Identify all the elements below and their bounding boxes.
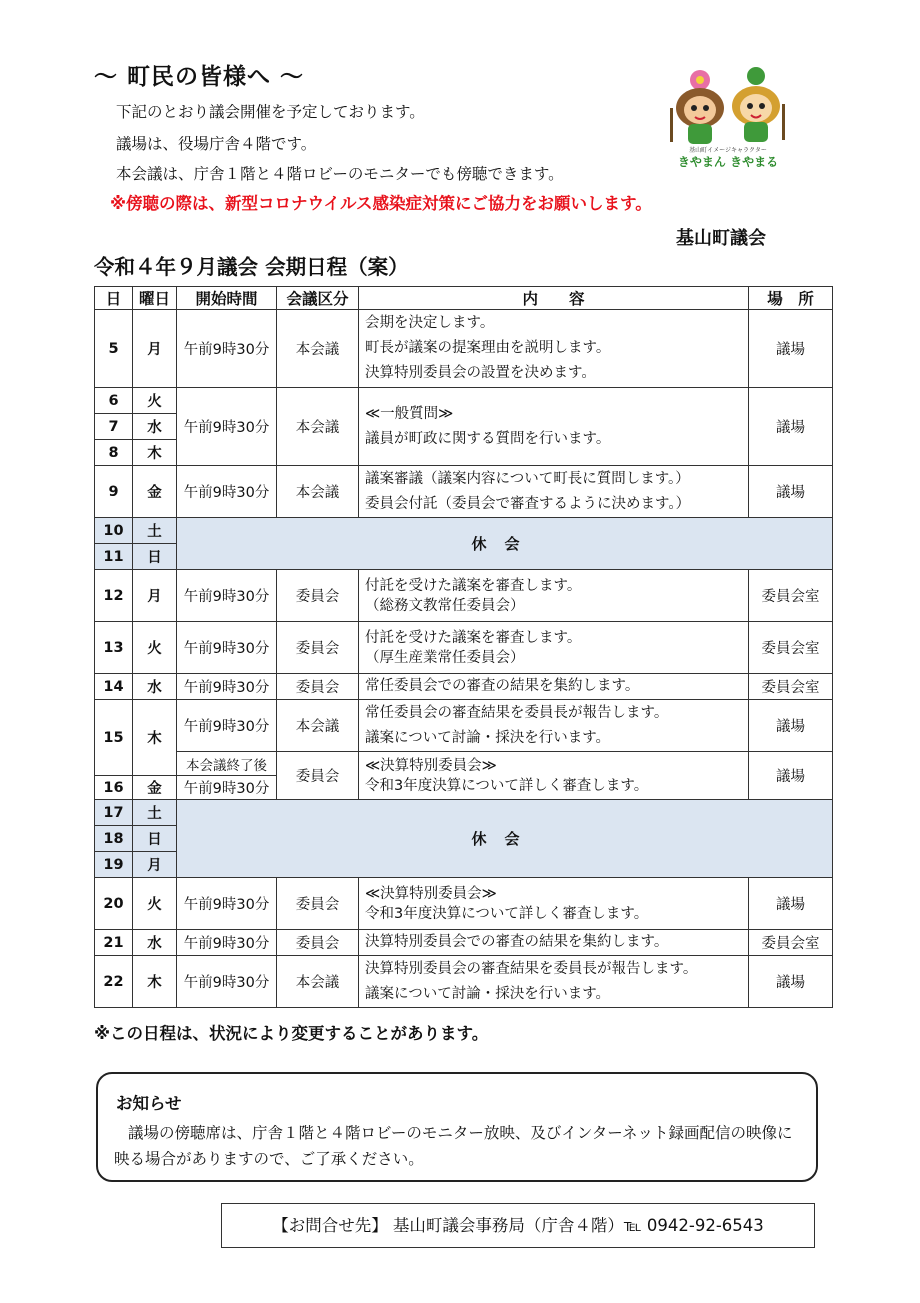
table-row: [95, 956, 833, 1008]
content-line: 付託を受けた議案を審査します。: [365, 629, 582, 646]
type-cell: 委員会: [277, 930, 359, 956]
content-line: ≪一般質問≫: [365, 405, 454, 422]
weekday-cell: 水: [133, 414, 177, 440]
day-cell: 7: [95, 414, 133, 440]
content-cell: [359, 388, 749, 466]
content-cell: [359, 674, 749, 700]
weekday-cell: 火: [133, 388, 177, 414]
type-cell: 本会議: [277, 466, 359, 518]
type-cell: 本会議: [277, 956, 359, 1008]
content-line: 議案について討論・採決を行います。: [365, 985, 611, 1002]
content-cell: [359, 570, 749, 622]
place-cell: 委員会室: [749, 570, 833, 622]
content-line: 町長が議案の提案理由を説明します。: [365, 340, 611, 356]
content-line: 常任委員会の審査結果を委員長が報告します。: [365, 704, 669, 721]
type-cell: 本会議: [277, 310, 359, 388]
place-cell: 委員会室: [749, 622, 833, 674]
day-cell: 20: [95, 878, 133, 930]
content-line: 会期を決定します。: [365, 315, 495, 331]
content-line: 議員が町政に関する質問を行います。: [365, 430, 611, 447]
day-cell: 21: [95, 930, 133, 956]
time-cell: 午前9時30分: [177, 956, 277, 1008]
table-row: [95, 878, 833, 930]
weekday-cell: 土: [133, 518, 177, 544]
covid-notice: ※傍聴の際は、新型コロナウイルス感染症対策にご協力をお願いします。: [110, 194, 652, 213]
content-cell: [359, 878, 749, 930]
weekday-cell: 水: [133, 674, 177, 700]
col-place: 場 所: [749, 287, 833, 310]
weekday-cell: 木: [133, 440, 177, 466]
content-line: 委員会付託（委員会で審査するように決めます。）: [365, 495, 691, 512]
mascot-illustration: [662, 58, 794, 170]
notice-box: [96, 1072, 818, 1182]
day-cell: 6: [95, 388, 133, 414]
place-cell: 委員会室: [749, 674, 833, 700]
table-row: [95, 674, 833, 700]
weekday-cell: 水: [133, 930, 177, 956]
recess-cell: 休会: [177, 518, 833, 570]
contact-info: 【お問合せ先】 基山町議会事務局（庁舎４階）℡ 0942-92-6543: [221, 1203, 815, 1248]
type-cell: 委員会: [277, 570, 359, 622]
organization-name: 基山町議会: [676, 228, 766, 249]
schedule-footnote: ※この日程は、状況により変更することがあります。: [94, 1024, 489, 1043]
page-title: ～ 町民の皆様へ ～: [94, 64, 305, 90]
content-line: 決算特別委員会の設置を決めます。: [365, 365, 596, 381]
col-start-time: 開始時間: [177, 287, 277, 310]
day-cell: 9: [95, 466, 133, 518]
content-cell: [359, 310, 749, 388]
table-row: [95, 466, 833, 518]
content-line: 常任委員会での審査の結果を集約します。: [365, 678, 640, 694]
type-cell: 本会議: [277, 700, 359, 752]
day-cell: 12: [95, 570, 133, 622]
col-session-type: 会議区分: [277, 287, 359, 310]
notice-body: 議場の傍聴席は、庁舎１階と４階ロビーのモニター放映、及びインターネット録画配信の映像に映る場合がありますので、ご了承ください。: [114, 1124, 793, 1168]
day-cell: 14: [95, 674, 133, 700]
content-line: 議案審議（議案内容について町長に質問します。）: [365, 470, 690, 487]
table-row: [95, 622, 833, 674]
weekday-cell: 金: [133, 776, 177, 800]
col-weekday: 曜日: [133, 287, 177, 310]
place-cell: 議場: [749, 752, 833, 800]
content-line: 決算特別委員会の審査結果を委員長が報告します。: [365, 960, 698, 977]
day-cell: 10: [95, 518, 133, 544]
content-line: ≪決算特別委員会≫: [365, 885, 497, 902]
weekday-cell: 土: [133, 800, 177, 826]
table-row: [95, 518, 833, 544]
time-cell: 午前9時30分: [177, 622, 277, 674]
place-cell: 議場: [749, 310, 833, 388]
day-cell: 13: [95, 622, 133, 674]
place-cell: 議場: [749, 388, 833, 466]
intro-line-3: 本会議は、庁舎１階と４階ロビーのモニターでも傍聴できます。: [116, 165, 564, 183]
content-cell: [359, 466, 749, 518]
content-line: 議案について討論・採決を行います。: [365, 729, 611, 746]
content-line: 令和3年度決算について詳しく審査します。: [365, 905, 649, 922]
day-cell: 17: [95, 800, 133, 826]
time-cell: 午前9時30分: [177, 878, 277, 930]
time-cell: 午前9時30分: [177, 570, 277, 622]
content-cell: [359, 752, 749, 800]
weekday-cell: 火: [133, 622, 177, 674]
content-line: 決算特別委員会での審査の結果を集約します。: [365, 934, 669, 950]
content-line: ≪決算特別委員会≫: [365, 757, 497, 774]
time-cell: 本会議終了後: [177, 752, 277, 776]
weekday-cell: 日: [133, 826, 177, 852]
place-cell: 議場: [749, 700, 833, 752]
place-cell: 議場: [749, 956, 833, 1008]
recess-cell: 休会: [177, 800, 833, 878]
type-cell: 委員会: [277, 674, 359, 700]
type-cell: 委員会: [277, 878, 359, 930]
table-row: [95, 800, 833, 826]
content-line: 令和3年度決算について詳しく審査します。: [365, 777, 649, 794]
content-line: （厚生産業常任委員会）: [365, 649, 525, 666]
schedule-title: 令和４年９月議会 会期日程（案）: [94, 255, 409, 279]
time-cell: 午前9時30分: [177, 388, 277, 466]
day-cell: 18: [95, 826, 133, 852]
type-cell: 委員会: [277, 752, 359, 800]
col-content: 内 容: [359, 287, 749, 310]
weekday-cell: 日: [133, 544, 177, 570]
type-cell: 委員会: [277, 622, 359, 674]
table-row: [95, 700, 833, 752]
col-day: 日: [95, 287, 133, 310]
type-cell: 本会議: [277, 388, 359, 466]
weekday-cell: 月: [133, 310, 177, 388]
day-cell: 5: [95, 310, 133, 388]
content-cell: [359, 700, 749, 752]
weekday-cell: 月: [133, 570, 177, 622]
mascot-names: きやまん きやまる: [677, 155, 779, 169]
content-line: 付託を受けた議案を審査します。: [365, 577, 582, 594]
weekday-cell: 金: [133, 466, 177, 518]
weekday-cell: 木: [133, 956, 177, 1008]
weekday-cell: 月: [133, 852, 177, 878]
weekday-cell: 木: [133, 700, 177, 776]
table-header-row: [95, 287, 833, 310]
day-cell: 16: [95, 776, 133, 800]
intro-line-2: 議場は、役場庁舎４階です。: [116, 135, 317, 153]
time-cell: 午前9時30分: [177, 310, 277, 388]
table-row: [95, 388, 833, 414]
table-row: [95, 930, 833, 956]
content-cell: [359, 930, 749, 956]
table-row: [95, 310, 833, 388]
day-cell: 22: [95, 956, 133, 1008]
time-cell: 午前9時30分: [177, 700, 277, 752]
content-line: （総務文教常任委員会）: [365, 597, 525, 614]
place-cell: 議場: [749, 466, 833, 518]
place-cell: 議場: [749, 878, 833, 930]
table-row: [95, 752, 833, 776]
notice-title: お知らせ: [116, 1094, 182, 1113]
day-cell: 8: [95, 440, 133, 466]
time-cell: 午前9時30分: [177, 466, 277, 518]
place-cell: 委員会室: [749, 930, 833, 956]
time-cell: 午前9時30分: [177, 674, 277, 700]
time-cell: 午前9時30分: [177, 776, 277, 800]
table-row: [95, 570, 833, 622]
time-cell: 午前9時30分: [177, 930, 277, 956]
weekday-cell: 火: [133, 878, 177, 930]
content-cell: [359, 622, 749, 674]
day-cell: 11: [95, 544, 133, 570]
day-cell: 19: [95, 852, 133, 878]
intro-line-1: 下記のとおり議会開催を予定しております。: [116, 103, 425, 121]
mascot-caption: 基山町イメージキャラクター: [689, 147, 767, 154]
content-cell: [359, 956, 749, 1008]
day-cell: 15: [95, 700, 133, 776]
schedule-table: [94, 286, 833, 1008]
